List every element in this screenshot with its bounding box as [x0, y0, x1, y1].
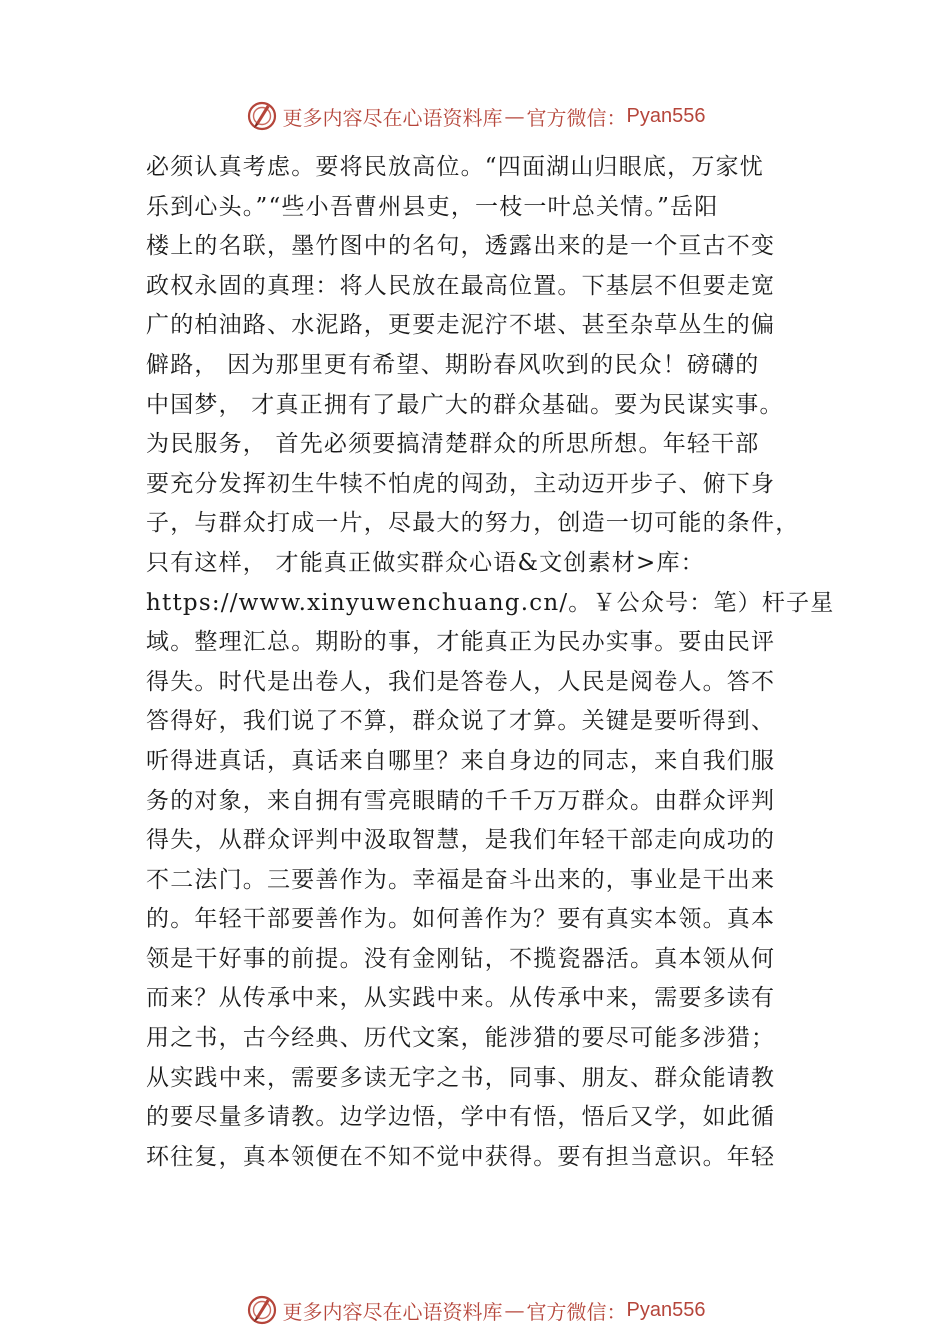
body-line: 得失，从群众评判中汲取智慧，是我们年轻干部走向成功的 — [146, 827, 776, 854]
banner-title: 更多内容尽在心语资料库 — [282, 105, 503, 130]
banner-dash: — — [504, 1298, 525, 1322]
footer-banner — [0, 1288, 950, 1332]
body-line: 答得好，我们说了不算，群众说了才算。关键是要听得到、 — [146, 708, 776, 735]
banner-wechat-label: 官方微信： — [526, 1299, 627, 1324]
body-line: 僻路， 因为那里更有希望、期盼春风吹到的民众！磅礴的 — [146, 351, 760, 378]
body-line-url: https://www.xinyuwenchuang.cn/。￥公众号：笔）杆子星 — [146, 589, 835, 616]
body-line: 环往复，真本领便在不知不觉中获得。要有担当意识。年轻 — [146, 1143, 776, 1170]
body-line: 中国梦， 才真正拥有了最广大的群众基础。要为民谋实事。 — [146, 391, 784, 418]
body-line: 的。年轻干部要善作为。如何善作为？要有真实本领。真本 — [146, 906, 776, 933]
body-line: 得失。时代是出卷人，我们是答卷人，人民是阅卷人。答不 — [146, 668, 776, 695]
body-line: 楼上的名联，墨竹图中的名句，透露出来的是一个亘古不变 — [146, 233, 776, 260]
banner-wechat-id: Pyan556 — [626, 104, 706, 127]
banner-dash: — — [504, 104, 525, 128]
pen-logo-icon — [245, 99, 279, 133]
body-line: 用之书，古今经典、历代文案，能涉猎的要尽可能多涉猎； — [146, 1025, 776, 1052]
banner-wechat-id: Pyan556 — [626, 1298, 706, 1321]
pen-logo-icon — [245, 1293, 279, 1327]
body-line: 必须认真考虑。要将民放高位。“四面湖山归眼底，万家忧 — [146, 154, 764, 180]
body-line: 而来？从传承中来，从实践中来。从传承中来，需要多读有 — [146, 985, 776, 1012]
body-line: 要充分发挥初生牛犊不怕虎的闯劲，主动迈开步子、俯下身 — [146, 470, 776, 497]
body-line: 的要尽量多请教。边学边悟，学中有悟，悟后又学，如此循 — [146, 1104, 776, 1131]
body-line: 只有这样， 才能真正做实群众心语&文创素材>库： — [146, 549, 705, 576]
body-line: 广的柏油路、水泥路，更要走泥泞不堪、甚至杂草丛生的偏 — [146, 312, 776, 339]
body-line: 领是干好事的前提。没有金刚钻，不揽瓷器活。真本领从何 — [146, 945, 776, 972]
document-body — [146, 148, 835, 1177]
body-line: 听得进真话，真话来自哪里？来自身边的同志，来自我们服 — [146, 747, 776, 774]
banner-wechat-label: 官方微信： — [526, 105, 627, 130]
body-line: 务的对象，来自拥有雪亮眼睛的千千万万群众。由群众评判 — [146, 787, 776, 814]
body-line: 政权永固的真理：将人民放在最高位置。下基层不但要走宽 — [146, 272, 776, 299]
header-banner — [0, 94, 950, 138]
body-line: 域。整理汇总。期盼的事，才能真正为民办实事。要由民评 — [146, 629, 776, 656]
body-line: 为民服务， 首先必须要搞清楚群众的所思所想。年轻干部 — [146, 431, 760, 458]
body-line: 乐到心头。”“些小吾曹州县吏，一枝一叶总关情。”岳阳 — [146, 193, 719, 220]
body-line: 不二法门。三要善作为。幸福是奋斗出来的，事业是干出来 — [146, 866, 776, 893]
body-line: 从实践中来，需要多读无字之书，同事、朋友、群众能请教 — [146, 1064, 776, 1091]
banner-title: 更多内容尽在心语资料库 — [282, 1299, 503, 1324]
body-line: 子，与群众打成一片，尽最大的努力，创造一切可能的条件， — [146, 510, 800, 537]
